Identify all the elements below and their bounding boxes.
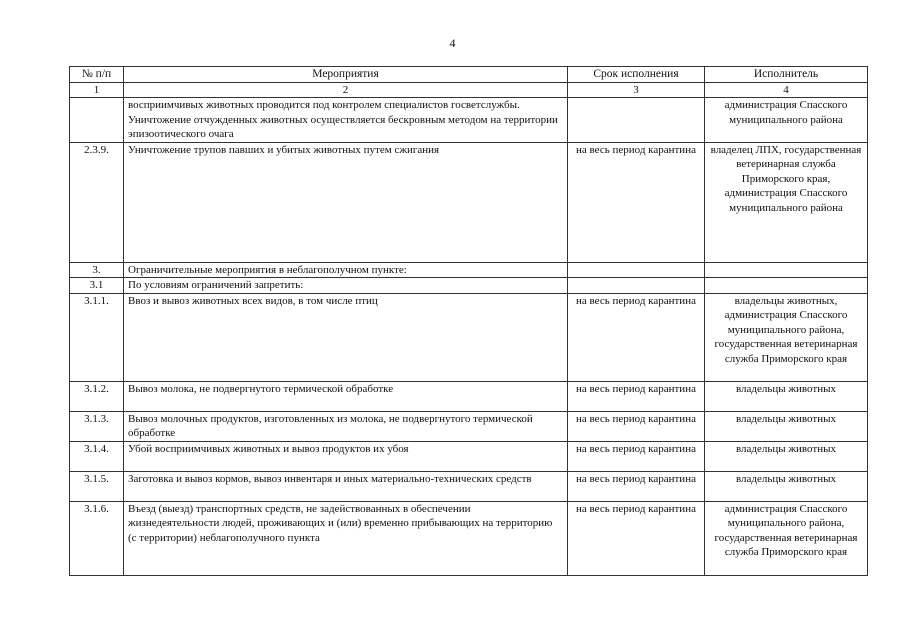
row-num: 3.1.5. xyxy=(70,471,124,501)
row-term xyxy=(568,262,705,278)
table-row xyxy=(70,501,868,575)
row-term: на весь период карантина xyxy=(568,471,705,501)
row-activity: Заготовка и вывоз кормов, вывоз инвентаря и иных материально-технических средств xyxy=(124,471,568,501)
row-num: 3.1.1. xyxy=(70,293,124,381)
row-activity: Въезд (выезд) транспортных средств, не задействованных в обеспечении жизнедеятельности людей, проживающих и (или) временно прибывающих на территорию (с территории) неблагополучного пункта xyxy=(124,501,568,575)
header-term: Срок исполнения xyxy=(568,67,705,83)
row-term: на весь период карантина xyxy=(568,381,705,411)
row-num: 3.1.4. xyxy=(70,441,124,471)
measures-table xyxy=(69,66,868,576)
row-executor: владельцы животных xyxy=(705,471,868,501)
row-executor: владельцы животных xyxy=(705,411,868,441)
row-term: на весь период карантина xyxy=(568,411,705,441)
row-executor: администрация Спасского муниципального района, государственная ветеринарная служба Приморского края xyxy=(705,501,868,575)
row-executor: администрация Спасского муниципального района xyxy=(705,98,868,143)
table-row xyxy=(70,411,868,441)
row-num: 2.3.9. xyxy=(70,142,124,262)
row-term: на весь период карантина xyxy=(568,293,705,381)
row-executor: владелец ЛПХ, государственная ветеринарная служба Приморского края, администрация Спасского муниципального района xyxy=(705,142,868,262)
column-number-4: 4 xyxy=(705,82,868,98)
row-activity: восприимчивых животных проводится под контролем специалистов госветслужбы. Уничтожение отчужденных животных осуществляется бескровным методом на территории эпизоотического очага xyxy=(124,98,568,143)
row-activity: Уничтожение трупов павших и убитых животных путем сжигания xyxy=(124,142,568,262)
row-num: 3.1.2. xyxy=(70,381,124,411)
header-activity: Мероприятия xyxy=(124,67,568,83)
row-activity: Убой восприимчивых животных и вывоз продуктов их убоя xyxy=(124,441,568,471)
row-activity: Вывоз молока, не подвергнутого термической обработке xyxy=(124,381,568,411)
row-activity: По условиям ограничений запретить: xyxy=(124,278,568,294)
row-term: на весь период карантина xyxy=(568,441,705,471)
table-row xyxy=(70,98,868,143)
row-executor: владельцы животных xyxy=(705,441,868,471)
column-number-2: 2 xyxy=(124,82,568,98)
row-executor xyxy=(705,278,868,294)
table-header-row xyxy=(70,67,868,83)
table-row xyxy=(70,381,868,411)
row-activity: Ввоз и вывоз животных всех видов, в том числе птиц xyxy=(124,293,568,381)
row-executor: владельцы животных xyxy=(705,381,868,411)
table-row xyxy=(70,142,868,262)
table-row xyxy=(70,278,868,294)
row-term: на весь период карантина xyxy=(568,501,705,575)
row-num xyxy=(70,98,124,143)
row-num: 3. xyxy=(70,262,124,278)
row-activity: Ограничительные мероприятия в неблагополучном пункте: xyxy=(124,262,568,278)
row-num: 3.1.6. xyxy=(70,501,124,575)
row-num: 3.1.3. xyxy=(70,411,124,441)
header-executor: Исполнитель xyxy=(705,67,868,83)
table-row xyxy=(70,471,868,501)
row-term: на весь период карантина xyxy=(568,142,705,262)
table-row xyxy=(70,441,868,471)
row-term xyxy=(568,278,705,294)
column-numbers-row xyxy=(70,82,868,98)
column-number-3: 3 xyxy=(568,82,705,98)
row-executor xyxy=(705,262,868,278)
row-term xyxy=(568,98,705,143)
table-row xyxy=(70,262,868,278)
header-num: № п/п xyxy=(70,67,124,83)
page-number: 4 xyxy=(449,36,456,50)
row-activity: Вывоз молочных продуктов, изготовленных из молока, не подвергнутого термической обработке xyxy=(124,411,568,441)
row-num: 3.1 xyxy=(70,278,124,294)
column-number-1: 1 xyxy=(70,82,124,98)
row-executor: владельцы животных, администрация Спасского муниципального района, государственная ветеринарная служба Приморского края xyxy=(705,293,868,381)
table-row xyxy=(70,293,868,381)
